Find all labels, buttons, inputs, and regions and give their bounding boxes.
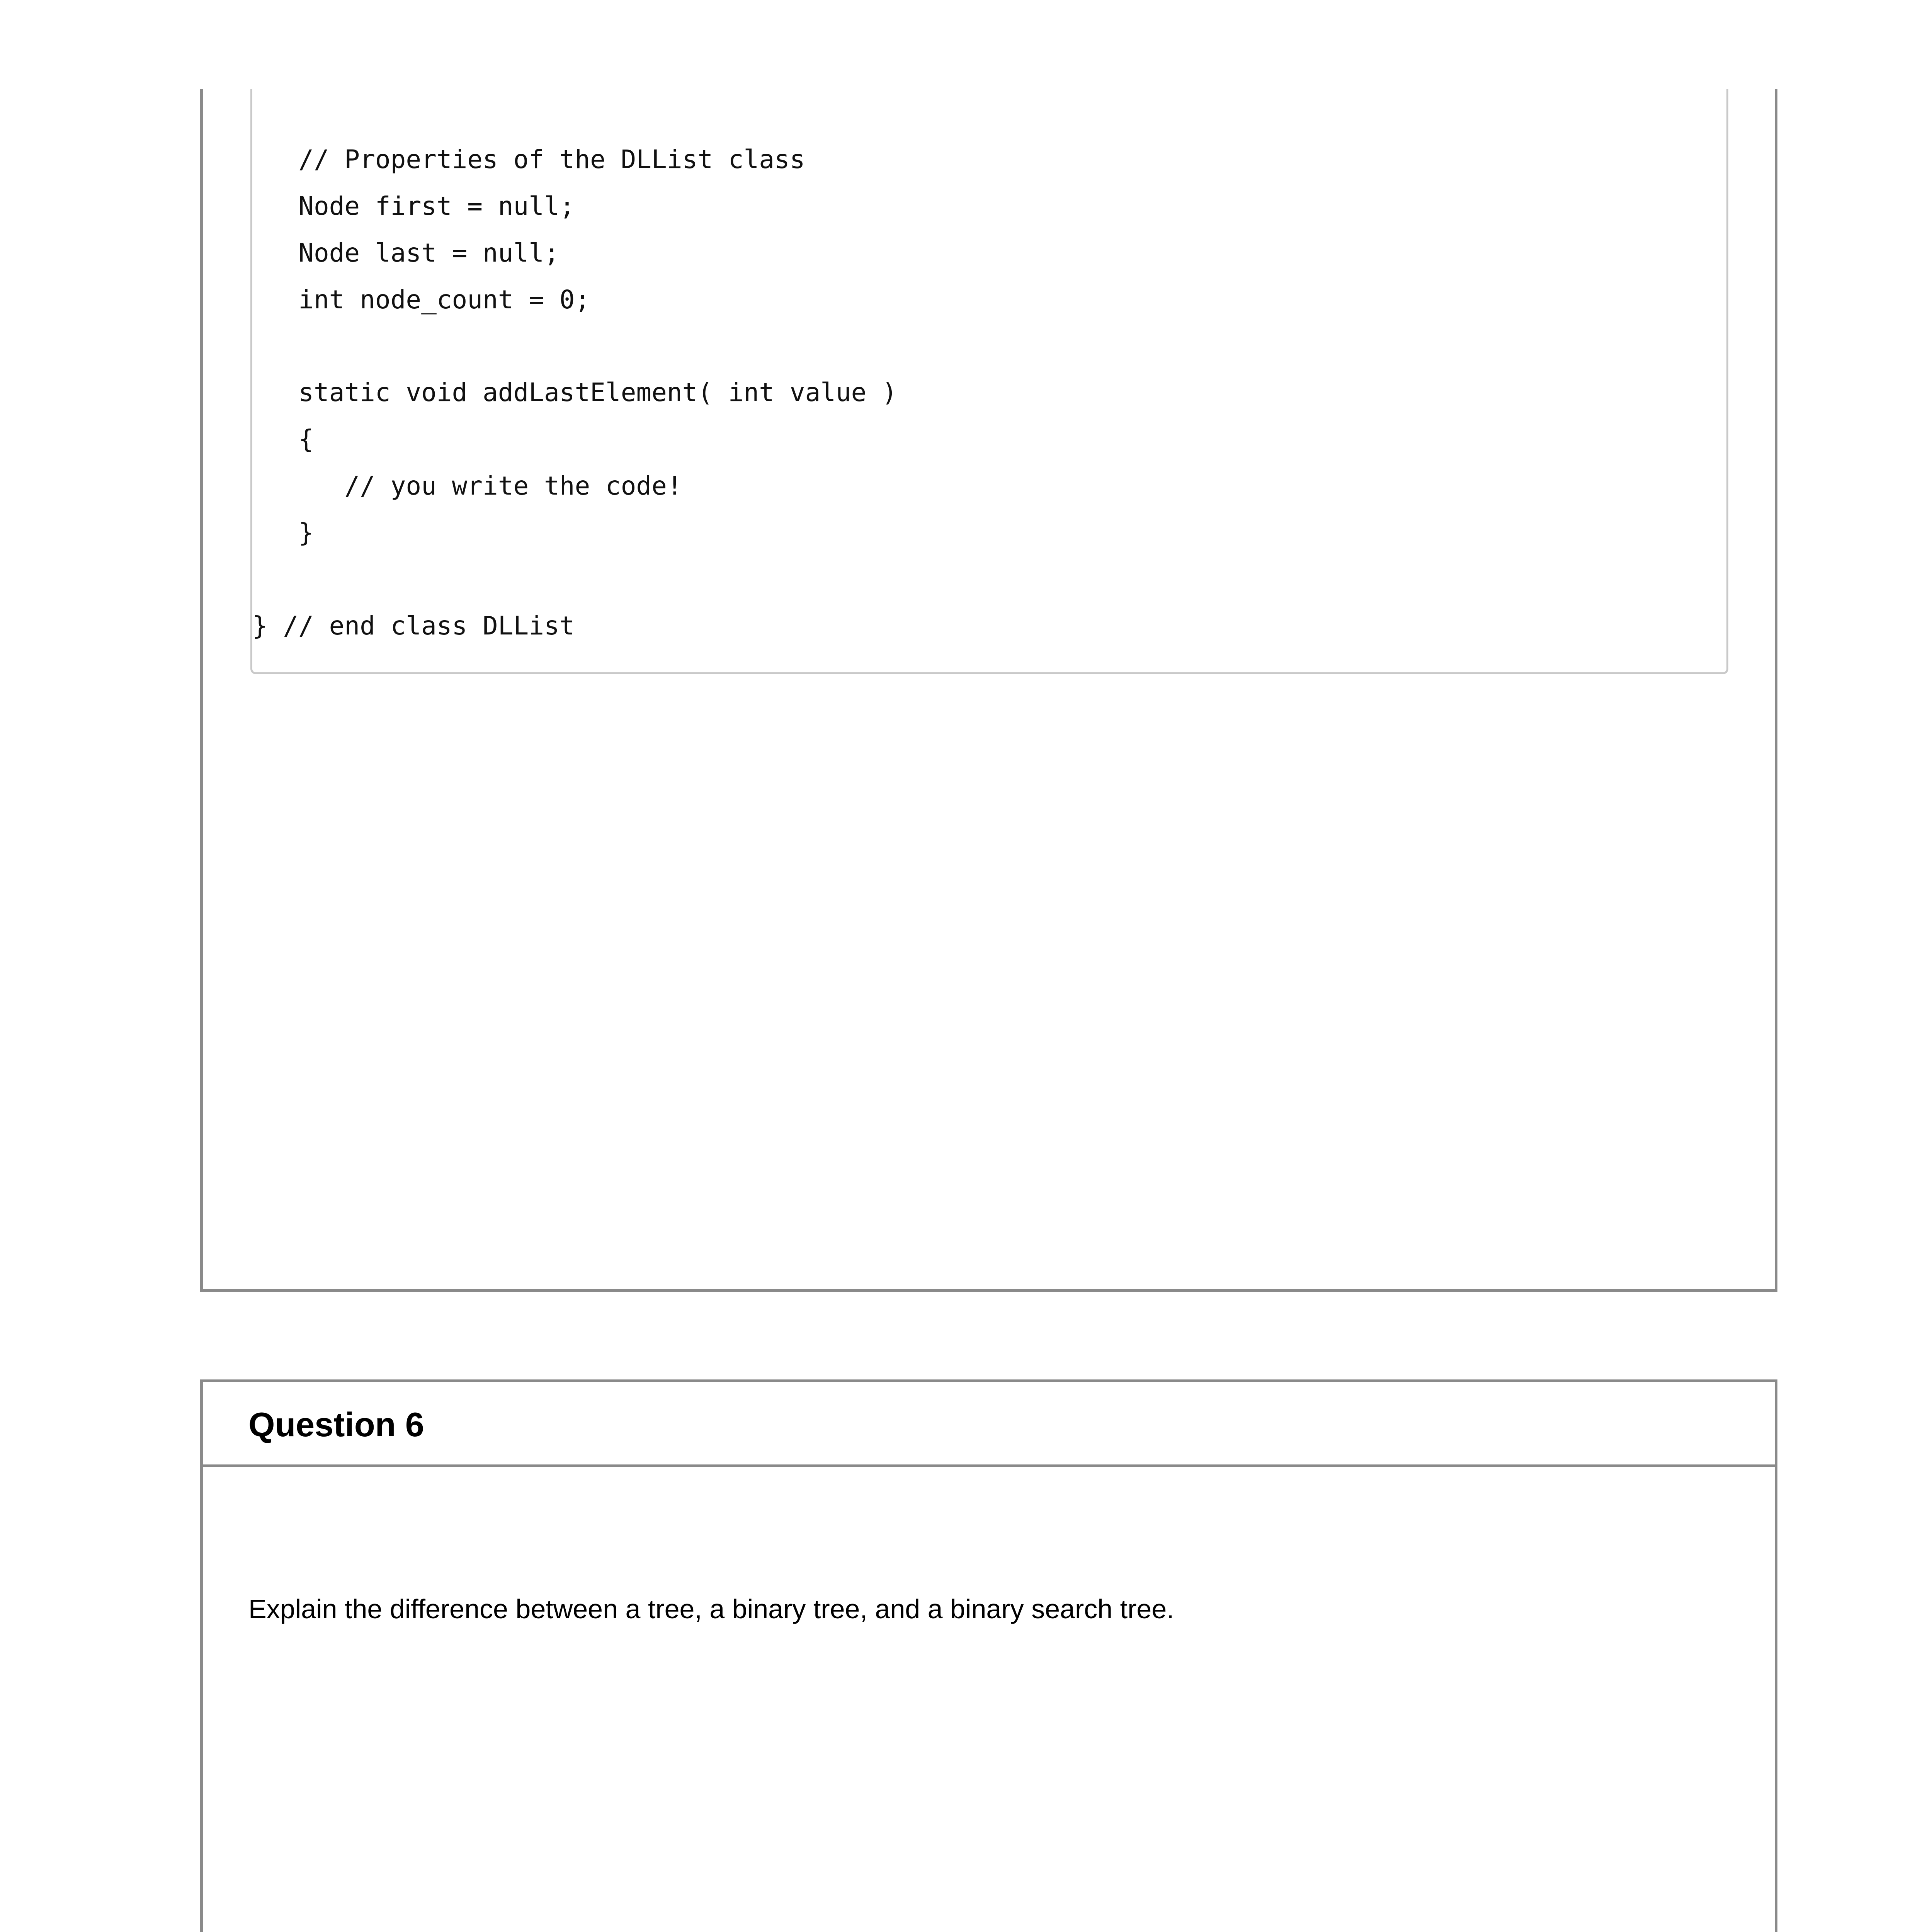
code-line: } <box>252 518 314 548</box>
code-line: } // end class DLList <box>252 611 575 641</box>
question-6-title: Question 6 <box>248 1405 424 1444</box>
code-line: // Properties of the DLList class <box>252 145 805 174</box>
question-6-card <box>200 1379 1777 1932</box>
code-line: static void addLastElement( int value ) <box>252 378 897 407</box>
code-block <box>250 89 1728 674</box>
code-line: { <box>252 424 314 454</box>
code-line: // you write the code! <box>252 471 682 501</box>
code-line: Node first = null; <box>252 191 575 221</box>
question-5-card <box>200 89 1777 1292</box>
question-6-text: Explain the difference between a tree, a binary tree, and a binary search tree. <box>248 1594 1174 1624</box>
question-6-header <box>203 1382 1775 1467</box>
code-line: int node_count = 0; <box>252 285 590 315</box>
code-line: Node last = null; <box>252 238 560 268</box>
